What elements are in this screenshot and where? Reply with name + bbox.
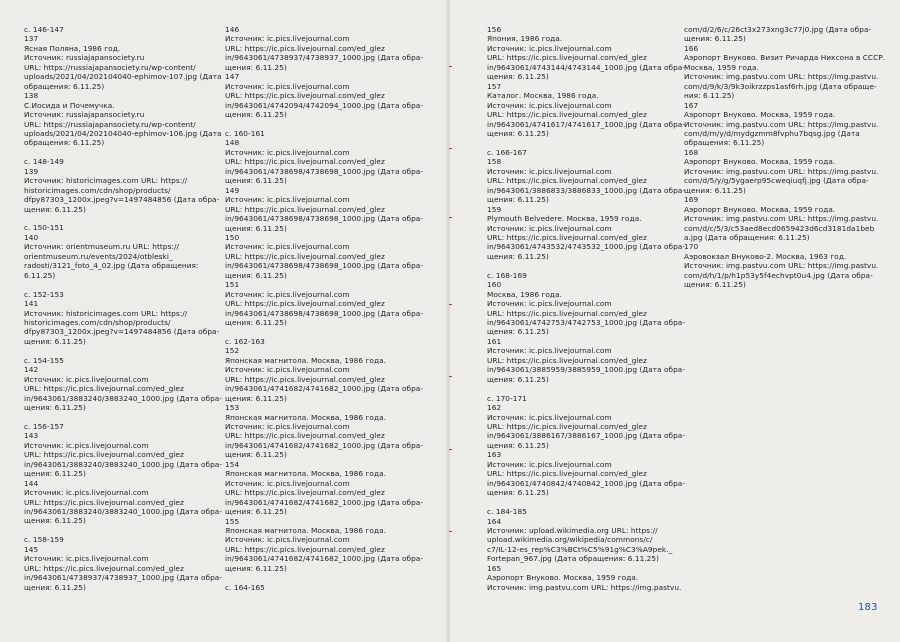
blank-line [487,261,685,270]
text-line: щения: 6.11.25) [487,374,549,384]
blank-line [225,120,423,129]
text-line: с. 170-171 [487,393,527,403]
text-line: in/9643061/4741682/4741682_1000.jpg (Дата обра- [225,497,424,507]
text-line: in/9643061/4738698/4738698_1000.jpg (Дата обра- [225,166,424,176]
left-page [0,0,448,642]
text-line: Источник: img.pastvu.com URL: https://img.pastvu. [684,166,879,176]
text-line: щения: 6.11.25) [225,318,287,328]
text-line: щения: 6.11.25) [225,223,287,233]
text-line: 145 [24,544,39,554]
text-line: с. 162-163 [225,336,265,346]
text-line: Источник: ic.pics.livejournal.com [487,166,612,176]
text-line: orientmuseum.ru/events/2024/otbleski_ [24,251,173,261]
text-line: 147 [225,72,240,82]
text-line: 146 [225,25,240,34]
text-line: 150 [225,232,240,242]
text-line: Источник: ic.pics.livejournal.com [487,299,612,309]
text-line: in/9643061/4741682/4741682_1000.jpg (Дата обра- [225,554,424,564]
text-line: Источник: ic.pics.livejournal.com [225,478,350,488]
text-line: URL: https://russiajapansociety.ru/wp-content/ [24,62,196,72]
text-line: Источник: ic.pics.livejournal.com [24,488,149,498]
text-line: Источник: img.pastvu.com URL: https://img.pastvu. [684,119,879,129]
text-line: in/9643061/3883240/3883240_1000.jpg (Дата обра- [24,459,223,469]
binding-mark [449,66,452,67]
text-line: С.Иосида и Почемучка. [24,100,115,110]
text-line: Источник: ic.pics.livejournal.com [24,554,149,564]
text-line: с. 164-165 [225,582,265,592]
text-line: dfpy87303_1200x.jpeg?v=1497484856 (Дата обра- [24,327,220,337]
text-line: 138 [24,91,39,101]
binding-mark [449,449,452,450]
text-line: 155 [225,516,240,526]
text-line: щения: 6.11.25) [487,251,549,261]
text-line: 166 [684,43,699,53]
text-line: 160 [487,280,502,290]
text-line: URL: https://ic.pics.livejournal.com/ed_glez [487,308,647,318]
text-line: com/d/9/k/3/9k3oikrzzps1asf6rh.jpg (Дата обраще- [684,81,877,91]
text-line: щения: 6.11.25) [225,62,287,72]
text-line: in/9643061/4740842/4740842_1000.jpg (Дата обра- [487,478,686,488]
text-line: Источник: img.pastvu.com URL: https://img.pastvu. [684,261,879,271]
text-line: обращения: 6.11.25) [24,138,105,148]
text-line: Аэропорт Внуково. Москва, 1959 года. [684,157,836,167]
text-line: in/9643061/4738698/4738698_1000.jpg (Дата обра- [225,308,424,318]
text-line: с. 150-151 [24,223,64,233]
blank-line [225,573,423,582]
text-line: URL: https://ic.pics.livejournal.com/ed_glez [225,544,385,554]
text-line: URL: https://russiajapansociety.ru/wp-content/ [24,119,196,129]
text-line: URL: https://ic.pics.livejournal.com/ed_glez [225,204,385,214]
text-line: Москва, 1986 года. [487,289,562,299]
text-line: 143 [24,431,39,441]
text-line: щения: 6.11.25) [24,516,86,526]
text-line: Plymouth Belvedere. Москва, 1959 года. [487,214,642,224]
text-line: uploads/2021/04/202104040-ephimov-106.jpg (Дата [24,128,222,138]
text-line: обращения: 6.11.25) [684,138,765,148]
text-line: 164 [487,516,502,526]
text-line: Японская магнитола. Москва, 1986 года. [225,355,387,365]
text-line: 161 [487,336,502,346]
text-line: 162 [487,403,502,413]
text-line: in/9643061/3886167/3886167_1000.jpg (Дата обра- [487,431,686,441]
text-line: 168 [684,147,699,157]
text-line: 149 [225,185,240,195]
text-line: com/d/m/y/d/mydgzmm8fvphu7bqsg.jpg (Дата [684,128,860,138]
text-line: с. 152-153 [24,289,64,299]
text-line: com/d/c/5/3/c53aed8ecd0659423d6cd3181da1beb [684,223,875,233]
text-line: 148 [225,138,240,148]
text-line: URL: https://ic.pics.livejournal.com/ed_glez [225,431,385,441]
text-line: Источник: upload.wikimedia.org URL: https:// [487,525,658,535]
text-line: с. 158-159 [24,535,64,545]
text-line: URL: https://ic.pics.livejournal.com/ed_glez [487,421,647,431]
text-line: Аэропорт Внуково. Москва, 1959 года. [684,204,836,214]
text-line: Источник: ic.pics.livejournal.com [487,412,612,422]
text-line: in/9643061/4741682/4741682_1000.jpg (Дата обра- [225,440,424,450]
text-line: in/9643061/4743532/4743532_1000.jpg (Дата обра- [487,242,686,252]
text-line: Источник: ic.pics.livejournal.com [487,459,612,469]
text-line: URL: https://ic.pics.livejournal.com/ed_glez [24,384,184,394]
text-line: Источник: img.pastvu.com URL: https://img.pastvu. [684,214,879,224]
text-line: 170 [684,242,699,252]
text-line: URL: https://ic.pics.livejournal.com/ed_glez [487,176,647,186]
text-line: URL: https://ic.pics.livejournal.com/ed_glez [225,157,385,167]
text-line: Источник: russiajapansociety.ru [24,110,145,120]
text-line: Источник: russiajapansociety.ru [24,53,145,63]
blank-line [487,138,685,147]
text-line: com/d/2/6/c/26ct3x273xng3c77j0.jpg (Дата обра- [684,25,872,34]
text-line: щения: 6.11.25) [225,450,287,460]
binding-mark [449,217,452,218]
text-line: URL: https://ic.pics.livejournal.com/ed_glez [487,53,647,63]
text-line: Ясная Поляна, 1986 год. [24,43,121,53]
text-line: 157 [487,81,502,91]
blank-line [24,280,222,289]
text-line: in/9643061/4742753/4742753_1000.jpg (Дата обра- [487,318,686,328]
text-line: 152 [225,346,240,356]
text-line: com/d/h/1/p/h1p53y5f4echvpt0u4.jpg (Дата обра- [684,270,873,280]
text-line: Источник: ic.pics.livejournal.com [487,43,612,53]
text-line: 167 [684,100,699,110]
text-line: с. 146-147 [24,25,64,34]
blank-line [24,346,222,355]
text-line: с. 156-157 [24,421,64,431]
text-line: Каталог. Москва, 1986 года. [487,91,599,101]
text-line: Источник: ic.pics.livejournal.com [225,242,350,252]
text-line: щения: 6.11.25) [24,204,86,214]
text-line: с. 168-169 [487,270,527,280]
text-line: 139 [24,166,39,176]
text-line: Источник: img.pastvu.com URL: https://img.pastvu. [487,582,682,592]
text-line: Источник: ic.pics.livejournal.com [487,100,612,110]
text-line: 163 [487,450,502,460]
blank-line [487,384,685,393]
column-1 [24,25,222,592]
text-line: 169 [684,195,699,205]
text-line: uploads/2021/04/202104040-ephimov-107.jpg (Дата [24,72,222,82]
text-line: URL: https://ic.pics.livejournal.com/ed_glez [487,355,647,365]
text-line: historicimages.com/cdn/shop/products/ [24,318,171,327]
text-line: с. 166-167 [487,147,527,157]
text-line: URL: https://ic.pics.livejournal.com/ed_glez [24,450,184,460]
text-line: Источник: ic.pics.livejournal.com [225,81,350,91]
text-line: щения: 6.11.25) [684,34,746,44]
text-line: Источник: historicimages.com URL: https:// [24,176,188,186]
text-line: Источник: ic.pics.livejournal.com [487,223,612,233]
page-number: 183 [858,602,878,613]
text-line: Аэропорт Внуково. Москва, 1959 года. [487,573,639,583]
text-line: щения: 6.11.25) [225,270,287,280]
column-4 [684,25,885,290]
binding-mark [449,304,452,305]
text-line: щения: 6.11.25) [24,403,86,413]
text-line: Fortepan_967.jpg (Дата обращения: 6.11.25) [487,554,660,564]
text-line: 154 [225,459,240,469]
text-line: Источник: ic.pics.livejournal.com [24,440,149,450]
text-line: in/9643061/3886833/3886833_1000.jpg (Дата обра- [487,185,686,195]
text-line: Японская магнитола. Москва, 1986 года. [225,525,387,535]
text-line: in/9643061/4741617/4741617_1000.jpg (Дата обра- [487,119,686,129]
text-line: URL: https://ic.pics.livejournal.com/ed_glez [225,251,385,261]
text-line: URL: https://ic.pics.livejournal.com/ed_glez [225,299,385,309]
text-line: 137 [24,34,39,44]
text-line: Источник: ic.pics.livejournal.com [24,374,149,384]
text-line: 151 [225,280,240,290]
text-line: in/9643061/4742094/4742094_1000.jpg (Дата обра- [225,100,424,110]
text-line: Источник: ic.pics.livejournal.com [225,422,350,431]
text-line: historicimages.com/cdn/shop/products/ [24,185,171,195]
blank-line [24,214,222,223]
text-line: с. 160-161 [225,128,265,138]
text-line: com/d/5/y/g/5ygaerp95cweqiuqfj.jpg (Дата обра- [684,176,869,186]
text-line: Источник: ic.pics.livejournal.com [225,147,350,157]
text-line: щения: 6.11.25) [487,440,549,450]
text-line: a.jpg (Дата обращения: 6.11.25) [684,232,810,242]
column-3 [487,25,685,592]
text-line: щения: 6.11.25) [487,195,549,205]
text-line: Источник: img.pastvu.com URL: https://img.pastvu. [684,72,879,82]
text-line: URL: https://ic.pics.livejournal.com/ed_glez [225,488,385,498]
text-line: Японская магнитола. Москва, 1986 года. [225,469,387,479]
text-line: 165 [487,563,502,573]
text-line: upload.wikimedia.org/wikipedia/commons/c/ [487,535,653,545]
text-line: Япония, 1986 года. [487,34,563,44]
text-line: ния: 6.11.25) [684,91,735,101]
binding-mark [449,148,452,149]
text-line: Аэровокзал Внуково-2. Москва, 1963 год. [684,251,847,261]
text-line: in/9643061/3883240/3883240_1000.jpg (Дата обра- [24,507,223,517]
text-line: dfpy87303_1200x.jpeg?v=1497484856 (Дата обра- [24,195,220,205]
text-line: in/9643061/4743144/4743144_1000.jpg (Дата обра- [487,62,686,72]
text-line: щения: 6.11.25) [684,185,746,195]
text-line: c7/IL-12-es_rep%C3%BCt%C5%91g%C3%A9pek._ [487,544,673,554]
blank-line [225,327,423,336]
text-line: щения: 6.11.25) [225,110,287,120]
text-line: щения: 6.11.25) [487,72,549,82]
text-line: Аэропорт Внуково. Москва, 1959 года. [684,110,836,120]
text-line: radosti/3121_foto_4_02.jpg (Дата обращения: [24,261,199,271]
text-line: щения: 6.11.25) [225,393,287,403]
text-line: щения: 6.11.25) [24,336,86,346]
binding-mark [449,531,452,532]
text-line: Источник: ic.pics.livejournal.com [225,535,350,545]
text-line: щения: 6.11.25) [487,128,549,138]
text-line: Источник: ic.pics.livejournal.com [225,365,350,375]
column-2 [225,25,423,592]
text-line: с. 154-155 [24,355,64,365]
text-line: URL: https://ic.pics.livejournal.com/ed_glez [24,497,184,507]
text-line: щения: 6.11.25) [487,488,549,498]
text-line: in/9643061/4738698/4738698_1000.jpg (Дата обра- [225,261,424,271]
text-line: с. 148-149 [24,157,64,167]
text-line: 158 [487,157,502,167]
text-line: щения: 6.11.25) [225,507,287,517]
text-line: URL: https://ic.pics.livejournal.com/ed_glez [487,469,647,479]
text-line: щения: 6.11.25) [225,176,287,186]
text-line: in/9643061/4741682/4741682_1000.jpg (Дата обра- [225,384,424,394]
text-line: URL: https://ic.pics.livejournal.com/ed_glez [225,91,385,101]
text-line: Источник: historicimages.com URL: https:// [24,308,188,318]
text-line: щения: 6.11.25) [225,563,287,573]
text-line: URL: https://ic.pics.livejournal.com/ed_glez [487,232,647,242]
text-line: щения: 6.11.25) [24,582,86,592]
text-line: Японская магнитола. Москва, 1986 года. [225,412,387,422]
text-line: Источник: orientmuseum.ru URL: https:// [24,242,180,252]
text-line: 142 [24,365,39,375]
text-line: 141 [24,299,39,309]
blank-line [24,148,222,157]
text-line: обращения: 6.11.25) [24,81,105,91]
text-line: 144 [24,478,39,488]
text-line: URL: https://ic.pics.livejournal.com/ed_glez [24,563,184,573]
text-line: Источник: ic.pics.livejournal.com [225,34,350,44]
text-line: щения: 6.11.25) [684,280,746,290]
text-line: URL: https://ic.pics.livejournal.com/ed_glez [225,43,385,53]
binding-mark [449,376,452,377]
text-line: 156 [487,25,502,34]
text-line: Источник: ic.pics.livejournal.com [225,195,350,205]
text-line: 159 [487,204,502,214]
text-line: URL: https://ic.pics.livejournal.com/ed_glez [225,374,385,384]
text-line: Источник: ic.pics.livejournal.com [487,346,612,356]
text-line: in/9643061/4738937/4738937_1000.jpg (Дата обра- [225,53,424,63]
blank-line [24,413,222,422]
text-line: 6.11.25) [24,270,56,280]
text-line: 140 [24,232,39,242]
text-line: Москва, 1959 года. [684,62,759,72]
text-line: щения: 6.11.25) [24,469,86,479]
text-line: URL: https://ic.pics.livejournal.com/ed_glez [487,110,647,120]
text-line: щения: 6.11.25) [487,327,549,337]
text-line: 153 [225,403,240,413]
text-line: с. 184-185 [487,507,527,517]
text-line: in/9643061/3883240/3883240_1000.jpg (Дата обра- [24,393,223,403]
text-line: Источник: ic.pics.livejournal.com [225,289,350,299]
text-line: in/9643061/4738698/4738698_1000.jpg (Дата обра- [225,214,424,224]
text-line: in/9643061/4738937/4738937_1000.jpg (Дата обра- [24,573,223,583]
text-line: in/9643061/3885959/3885959_1000.jpg (Дата обра- [487,365,686,375]
blank-line [487,498,685,507]
text-line: Аэропорт Внуково. Визит Ричарда Никсона в СССР. [684,53,886,63]
blank-line [24,526,222,535]
